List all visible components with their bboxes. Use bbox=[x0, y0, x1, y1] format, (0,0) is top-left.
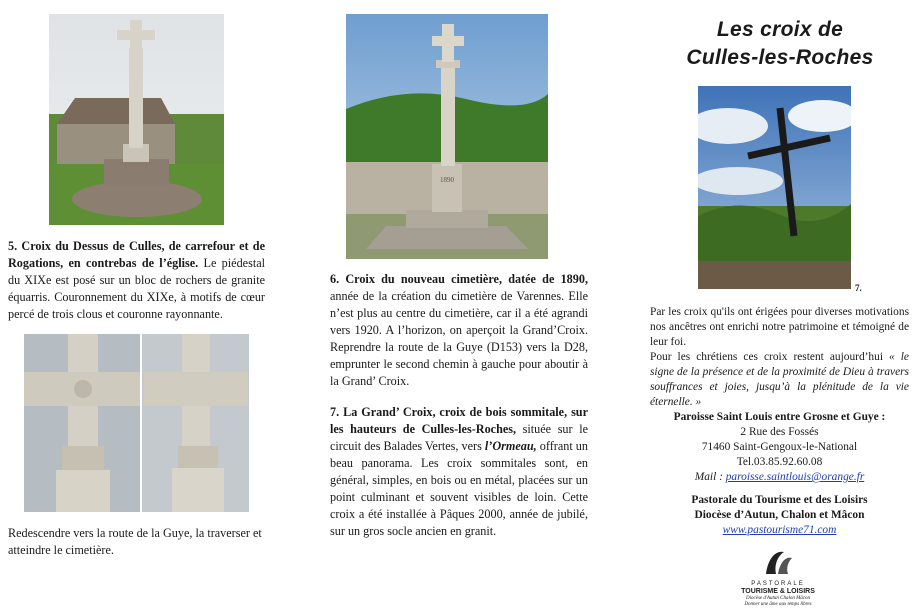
section5-text bbox=[8, 238, 265, 323]
directions-text: Redescendre vers la route de la Guye, la traverser et atteindre le cimetière. bbox=[8, 526, 262, 557]
intro-quote: « le signe de la présence et de la proximité de Dieu à travers souffrances et joies, jusqu’à la plénitude de la vie éternelle. » bbox=[650, 351, 909, 408]
photo-cross-5-detail-left bbox=[24, 334, 140, 512]
pastorale-line-2: Diocèse d’Autun, Chalon et Mâcon bbox=[694, 509, 865, 521]
pastorale-contact bbox=[650, 493, 909, 538]
mail-line bbox=[650, 470, 909, 485]
intro-paragraph-1: Par les croix qu'ils ont érigées pour diverses motivations nos ancêtres ont enrichi notre patrimoine et témoigné de leur foi. bbox=[650, 306, 909, 348]
section7-heading: 7. La Grand’ Croix, croix de bois sommitale, sur les hauteurs de Culles-les-Roches, bbox=[330, 405, 588, 436]
page-title-line1: Les croix de bbox=[716, 18, 844, 41]
intro-paragraph-2 bbox=[650, 350, 909, 410]
address-line-2: 71460 Saint-Gengoux-le-National bbox=[701, 441, 858, 453]
photo-cross-5-detail-left-illustration bbox=[24, 334, 140, 512]
logo-text-2: TOURISME & LOISIRS bbox=[741, 588, 815, 595]
intro-text bbox=[650, 305, 909, 410]
parish-contact bbox=[650, 410, 909, 485]
section6-body: année de la création du cimetière de Varennes. Elle n’est plus au centre du cimetière, car il a été agrandi vers 1920. A l’horizon, on aperçoit la Grand’Croix. Reprendre la route de la Guye (D153) vers la D28, emprunter le second chemin à gauche pour aboutir à la Grand’ Croix. bbox=[330, 289, 588, 388]
section6-heading: 6. Croix du nouveau cimetière, datée de 1890, bbox=[330, 272, 588, 286]
section5-heading: 5. Croix du Dessus de Culles, de carrefour et de Rogations, en contrebas de l’église. bbox=[8, 239, 265, 270]
phone: Tel.03.85.92.60.08 bbox=[736, 456, 823, 468]
section7-text bbox=[330, 404, 588, 540]
photo-cross-5 bbox=[49, 14, 224, 225]
website-link[interactable]: www.pastourisme71.com bbox=[722, 524, 837, 536]
section7-body-a: située sur le circuit des Balades Vertes, vers bbox=[330, 422, 588, 453]
photo-cross-5-detail-right-illustration bbox=[142, 334, 249, 512]
section7-body-b: offrant un beau panorama. Les croix sommitales sont, en général, simples, en bois ou en métal, placées sur un point culminant et souvent visibles de loin. Cette croix a été installée à Pâques 2000, année de jubilé, sur un gros socle ancien en granit. bbox=[330, 439, 588, 538]
mail-label: Mail : bbox=[694, 471, 726, 483]
logo-emblem-icon bbox=[758, 548, 798, 576]
page-title bbox=[655, 16, 905, 72]
photo-cross-5-detail-right bbox=[142, 334, 249, 512]
mail-link[interactable]: paroisse.saintlouis@orange.fr bbox=[725, 471, 865, 483]
page-title-line2: Culles-les-Roches bbox=[686, 46, 874, 69]
logo-text-4: Donner une âme aux temps libres bbox=[744, 602, 812, 607]
pastorale-line-1: Pastorale du Tourisme et des Loisirs bbox=[691, 494, 868, 506]
intro-paragraph-2-lead: Pour les chrétiens ces croix restent aujourd’hui bbox=[650, 351, 890, 363]
logo-text-3: Diocèse d'Autun Chalon Mâcon bbox=[746, 596, 810, 601]
section5-body: Le piédestal du XIXe est posé sur un bloc de rochers de granite équarris. Couronnement du XIXe, à motifs de cœur percé de trois clous et couronne rayonnante. bbox=[8, 256, 265, 321]
logo-text-1: PASTORALE bbox=[751, 581, 805, 587]
photo-cross-6 bbox=[346, 14, 548, 259]
pastorale-logo bbox=[728, 548, 828, 608]
parish-name: Paroisse Saint Louis entre Grosne et Guye : bbox=[673, 411, 886, 423]
section7-place: l’Ormeau, bbox=[484, 439, 537, 453]
address-line-1: 2 Rue des Fossés bbox=[740, 426, 819, 438]
plinth-date: 1890 bbox=[440, 176, 454, 184]
section6-text bbox=[330, 271, 588, 390]
photo-7-number: 7. bbox=[855, 283, 862, 293]
photo-cross-6-illustration bbox=[346, 14, 548, 259]
photo-cross-7-illustration bbox=[698, 86, 851, 289]
photo-cross-7 bbox=[698, 86, 851, 289]
photo-cross-5-illustration bbox=[49, 14, 224, 225]
